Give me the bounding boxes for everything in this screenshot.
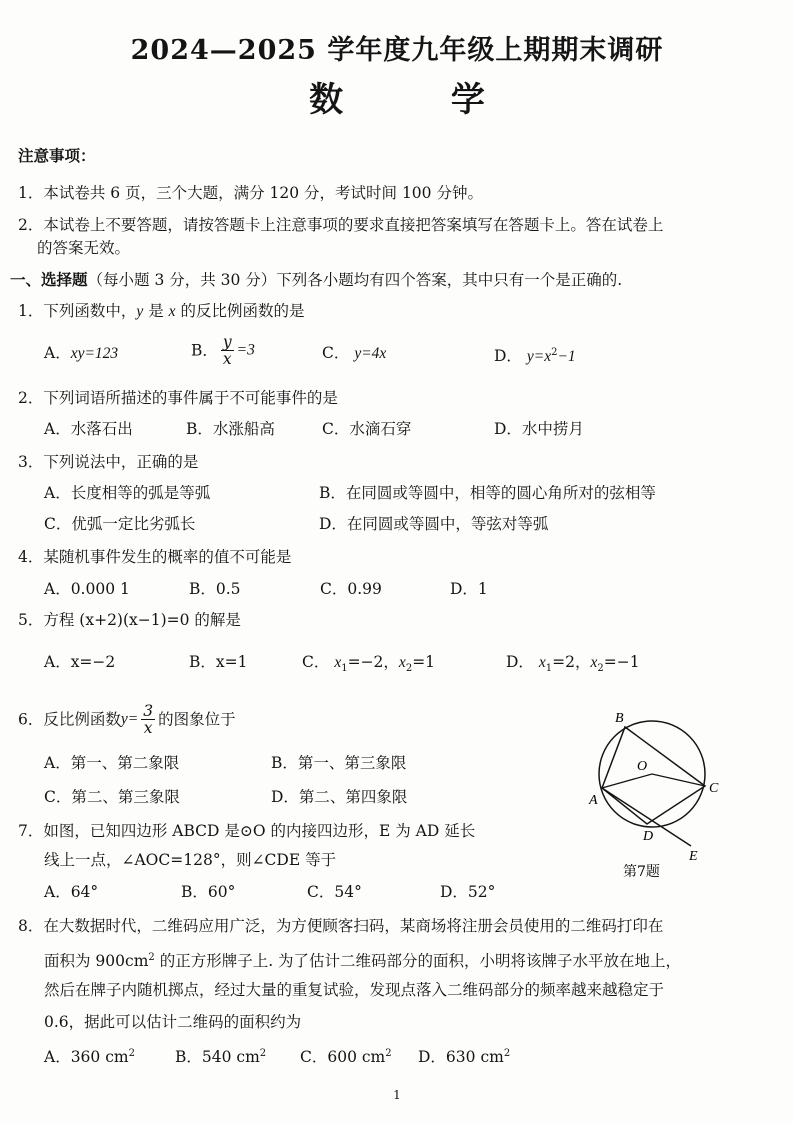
q1-suffix: 的反比例函数的是	[175, 302, 305, 320]
q1-option-c: C． y=4x	[322, 344, 387, 362]
q6-options	[44, 752, 544, 808]
q5-stem: 5．方程 (x+2)(x−1)=0 的解是	[18, 611, 241, 629]
q8-option-c: C．600 $cm^2$	[300, 1048, 392, 1067]
q1-option-a: A．xy=123	[44, 344, 119, 362]
notice-item-2-line-2: 的答案无效。	[37, 239, 131, 257]
q3-option-b: B．在同圆或等圆中，相等的圆心角所对的弦相等	[319, 484, 656, 502]
q2-option-c: C．水滴石穿	[322, 420, 412, 438]
q7-line-1: 7．如图，已知四边形 ABCD 是⊙O 的内接四边形，E 为 AD 延长	[18, 822, 476, 840]
q4-options	[44, 578, 744, 600]
q1-prefix: 1．下列函数中，	[18, 302, 137, 320]
q7-option-b: B．60°	[181, 883, 236, 901]
label-e: E	[689, 849, 698, 864]
section-1-header	[10, 269, 622, 291]
q7-option-d: D．52°	[440, 883, 496, 901]
q8-line-1: 8．在大数据时代，二维码应用广泛，为方便顾客扫码，某商场将注册会员使用的二维码打印在	[18, 917, 664, 935]
q4-stem: 4．某随机事件发生的概率的值不可能是	[18, 548, 292, 566]
q8-line-3: 然后在牌子内随机掷点，经过大量的重复试验，发现点落入二维码部分的频率越来越稳定于	[44, 981, 665, 999]
q2-option-d: D．水中捞月	[494, 420, 584, 438]
q6-stem: 6．反比例函数y= $\frac{3}{x}$ 的图象位于	[18, 702, 236, 737]
q4-option-c: C．0.99	[320, 580, 382, 598]
q3-options	[44, 482, 744, 538]
label-a: A	[589, 793, 598, 808]
q3-option-c: C．优弧一定比劣弧长	[44, 515, 196, 533]
label-d: D	[643, 829, 654, 844]
q1-option-b: B． $\frac{y}{x}$ =3	[191, 333, 255, 368]
notice-item-2-line-1: 2．本试卷上不要答题，请按答题卡上注意事项的要求直接把答案填写在答题卡上。答在试卷上	[18, 216, 664, 234]
q5-option-d: D． $x_1=2$，$x_2=-1$	[506, 653, 640, 675]
q7-options	[44, 881, 544, 903]
notice-heading: 注意事项：	[18, 146, 96, 165]
radii-oa-oc	[602, 774, 705, 788]
q7-geometry-figure	[585, 706, 745, 886]
q7-option-a: A．64°	[44, 883, 99, 901]
q2-options	[44, 418, 744, 440]
subject-title: 数 学	[309, 80, 533, 120]
q6-option-b: B．第一、第三象限	[271, 754, 407, 772]
label-c: C	[709, 781, 719, 796]
q8-options	[44, 1043, 644, 1067]
exam-title: 2024—2025 学年度九年级上期期末调研	[130, 35, 664, 66]
q5-option-c: C． $x_1=-2$，$x_2=1$	[302, 653, 436, 675]
q7-line-2: 线上一点，∠AOC=128°，则∠CDE 等于	[44, 851, 337, 869]
q8-option-a: A．360 $cm^2$	[44, 1048, 135, 1067]
q6-option-d: D．第二、第四象限	[271, 788, 408, 806]
q3-option-d: D．在同圆或等圆中，等弦对等弧	[319, 515, 549, 533]
q5-option-b: B．x=1	[189, 653, 248, 671]
q1-stem	[18, 300, 304, 323]
q1-var-y: y	[136, 303, 144, 320]
q8-option-b: B．540 $cm^2$	[175, 1048, 267, 1067]
section-1-label: 一、选择题	[10, 270, 88, 289]
q3-stem: 3．下列说法中，正确的是	[18, 453, 199, 471]
q2-option-a: A．水落石出	[44, 420, 133, 438]
page-number: 1	[393, 1088, 401, 1102]
q4-option-a: A．0.000 1	[44, 580, 130, 598]
q1-mid: 是	[143, 302, 169, 320]
quadrilateral-abcd	[602, 727, 705, 824]
q4-option-d: D．1	[450, 580, 488, 598]
q5-options	[44, 651, 764, 675]
figure-caption: 第7题	[623, 864, 660, 880]
q2-stem: 2．下列词语所描述的事件属于不可能事件的是	[18, 389, 338, 407]
notice-item-1: 1．本试卷共 6 页，三个大题，满分 120 分，考试时间 100 分钟。	[18, 184, 483, 202]
section-1-desc: （每小题 3 分，共 30 分）下列各小题均有四个答案，其中只有一个是正确的.	[87, 271, 623, 289]
q4-option-b: B．0.5	[189, 580, 241, 598]
q1-options	[44, 334, 744, 374]
q8-line-4: 0.6，据此可以估计二维码的面积约为	[44, 1013, 302, 1031]
label-b: B	[615, 711, 624, 726]
q8-option-d: D．630 $cm^2$	[418, 1048, 511, 1067]
q6-option-c: C．第二、第三象限	[44, 788, 180, 806]
q2-option-b: B．水涨船高	[186, 420, 275, 438]
label-o: O	[637, 759, 648, 774]
q5-option-a: A．x=−2	[44, 653, 116, 671]
q6-option-a: A．第一、第二象限	[44, 754, 180, 772]
q1-option-d: D． $y=x^2-1$	[494, 347, 576, 366]
q8-line-2: 面积为 $900cm^2$ 的正方形牌子上. 为了估计二维码部分的面积，小明将该牌子水平放在地上，	[44, 952, 682, 971]
q7-option-c: C．54°	[307, 883, 362, 901]
q3-option-a: A．长度相等的弧是等弧	[44, 484, 211, 502]
q1-var-x: x	[168, 303, 176, 320]
